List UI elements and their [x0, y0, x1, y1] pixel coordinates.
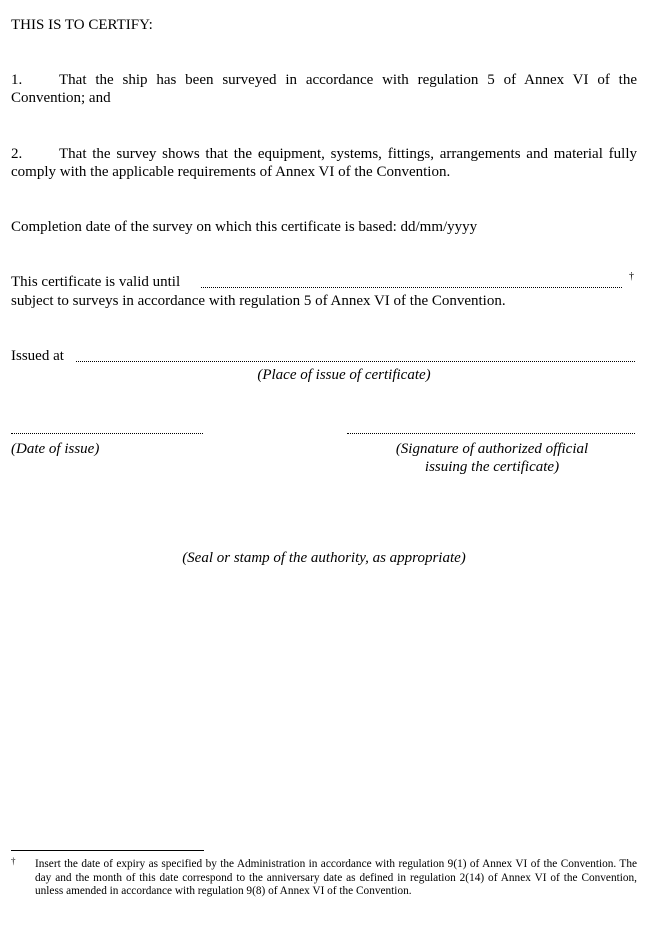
date-of-issue-field[interactable] — [11, 433, 203, 434]
item-1-text: That the ship has been surveyed in accordance with regulation 5 of Annex VI of the Convention; and — [11, 72, 637, 106]
signature-caption-line-1: (Signature of authorized official — [395, 441, 589, 457]
signature-caption — [347, 440, 637, 476]
validity-dagger: † — [629, 271, 634, 282]
footnote-mark: † — [11, 856, 16, 866]
validity-subject: subject to surveys in accordance with regulation 5 of Annex VI of the Convention. — [11, 293, 506, 309]
issued-place-field[interactable] — [76, 361, 635, 362]
place-caption: (Place of issue of certificate) — [257, 367, 431, 383]
validity-date-field[interactable] — [201, 287, 622, 288]
certify-heading: THIS IS TO CERTIFY: — [11, 17, 153, 33]
issued-at-label: Issued at — [11, 348, 64, 364]
item-1-number: 1. — [11, 72, 23, 88]
completion-date-line: Completion date of the survey on which this certificate is based: dd/mm/yyyy — [11, 219, 478, 235]
validity-label: This certificate is valid until — [11, 274, 181, 290]
footnote-text: Insert the date of expiry as specified by the Administration in accordance with regulation 9(1) of Annex VI of the Convention. The day and the month of this date correspond to the anniversary date as defined in regulation 2(14) of Annex VI of the Convention, unless amended in accordance with regulation 9(8) of Annex VI of the Convention. — [35, 858, 637, 897]
item-2 — [11, 145, 637, 181]
signature-caption-line-2: issuing the certificate) — [424, 459, 560, 475]
footnote-divider — [11, 850, 204, 851]
item-1 — [11, 71, 637, 107]
date-of-issue-caption: (Date of issue) — [11, 441, 100, 457]
signature-field[interactable] — [347, 433, 635, 434]
item-2-text: That the survey shows that the equipment, systems, fittings, arrangements and material fully comply with the applicable requirements of Annex VI of the Convention. — [11, 146, 637, 180]
item-2-number: 2. — [11, 146, 23, 162]
seal-caption: (Seal or stamp of the authority, as appropriate) — [182, 550, 466, 566]
